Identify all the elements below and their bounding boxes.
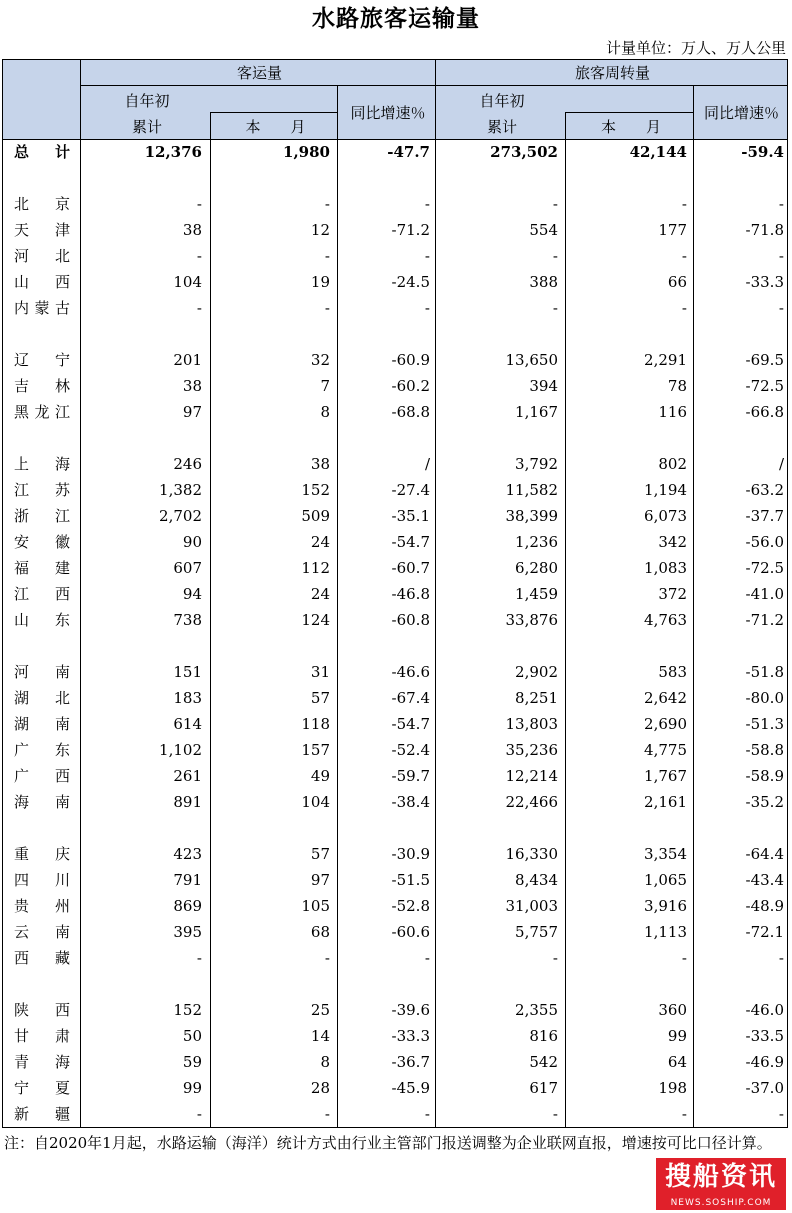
cell-volume-month: 57 (310, 689, 330, 707)
table-row (0, 1023, 792, 1049)
row-name: 安徽 (14, 533, 70, 551)
table-row (0, 685, 792, 711)
cell-volume-ytd: 423 (173, 845, 202, 863)
table-row (0, 295, 792, 321)
cell-turnover-month: 2,161 (644, 793, 687, 811)
cell-turnover-month: - (681, 195, 687, 213)
cell-turnover-ytd: 1,236 (515, 533, 558, 551)
header-month-divider-2 (565, 112, 693, 113)
table-row (0, 945, 792, 971)
cell-volume-yoy: -60.9 (391, 351, 430, 369)
cell-turnover-yoy: -59.4 (741, 143, 784, 161)
cell-turnover-month: 2,690 (644, 715, 687, 733)
row-name: 广东 (14, 741, 70, 759)
cell-turnover-ytd: 3,792 (515, 455, 558, 473)
table-row (0, 399, 792, 425)
cell-volume-ytd: - (196, 949, 202, 967)
cell-volume-yoy: -60.7 (391, 559, 430, 577)
cell-turnover-month: - (681, 1105, 687, 1123)
cell-volume-ytd: 38 (182, 377, 202, 395)
cell-turnover-month: - (681, 299, 687, 317)
table-row (0, 737, 792, 763)
row-name: 广西 (14, 767, 70, 785)
cell-volume-ytd: 201 (173, 351, 202, 369)
row-name: 四川 (14, 871, 70, 889)
table-row (0, 607, 792, 633)
row-name: 湖南 (14, 715, 70, 733)
table-row (0, 503, 792, 529)
cell-turnover-month: 583 (658, 663, 687, 681)
table-row (0, 373, 792, 399)
page-title: 水路旅客运输量 (312, 5, 480, 32)
table-row (0, 191, 792, 217)
cell-turnover-yoy: -72.5 (745, 377, 784, 395)
cell-turnover-yoy: -58.8 (745, 741, 784, 759)
cell-turnover-ytd: 12,214 (505, 767, 558, 785)
cell-turnover-yoy: -46.0 (745, 1001, 784, 1019)
cell-volume-month: - (324, 949, 330, 967)
header-month-2: 本 月 (600, 118, 661, 136)
cell-volume-month: - (324, 195, 330, 213)
table-row (0, 347, 792, 373)
cell-volume-ytd: 151 (173, 663, 202, 681)
cell-turnover-yoy: -71.8 (745, 221, 784, 239)
table-row (0, 711, 792, 737)
cell-volume-ytd: 94 (182, 585, 202, 603)
logo-text: 搜船资讯 (656, 1158, 786, 1196)
row-name: 天津 (14, 221, 70, 239)
cell-volume-month: 49 (310, 767, 330, 785)
cell-volume-month: - (324, 1105, 330, 1123)
row-name: 河北 (14, 247, 70, 265)
cell-turnover-yoy: -51.8 (745, 663, 784, 681)
cell-volume-ytd: 152 (173, 1001, 202, 1019)
row-name: 吉林 (14, 377, 70, 395)
table-row (0, 789, 792, 815)
cell-volume-yoy: -33.3 (391, 1027, 430, 1045)
row-name: 甘肃 (14, 1027, 70, 1045)
cell-volume-yoy: -47.7 (387, 143, 430, 161)
cell-volume-month: 28 (310, 1079, 330, 1097)
cell-turnover-yoy: -37.0 (745, 1079, 784, 1097)
cell-volume-ytd: 97 (182, 403, 202, 421)
table-row (0, 659, 792, 685)
row-name: 黑龙江 (14, 403, 70, 421)
cell-volume-month: 124 (301, 611, 330, 629)
cell-turnover-month: 3,354 (644, 845, 687, 863)
cell-volume-yoy: / (424, 455, 430, 473)
cell-turnover-month: 2,642 (644, 689, 687, 707)
cell-turnover-month: 78 (667, 377, 687, 395)
table-row (0, 217, 792, 243)
cell-volume-month: 31 (310, 663, 330, 681)
cell-volume-month: 112 (301, 559, 330, 577)
cell-turnover-yoy: -69.5 (745, 351, 784, 369)
cell-turnover-month: 802 (658, 455, 687, 473)
cell-volume-yoy: -71.2 (391, 221, 430, 239)
cell-volume-yoy: -36.7 (391, 1053, 430, 1071)
cell-volume-month: 12 (310, 221, 330, 239)
cell-turnover-ytd: 554 (529, 221, 558, 239)
logo-subtext: NEWS.SOSHIP.COM (656, 1196, 786, 1210)
cell-turnover-ytd: 1,459 (515, 585, 558, 603)
cell-turnover-yoy: -37.7 (745, 507, 784, 525)
cell-turnover-month: 1,767 (644, 767, 687, 785)
cell-turnover-month: 99 (667, 1027, 687, 1045)
header-yoy-1: 同比增速％ (350, 104, 426, 122)
header-group-passenger-turnover: 旅客周转量 (574, 64, 650, 82)
cell-turnover-ytd: 13,650 (505, 351, 558, 369)
table-row (0, 529, 792, 555)
table-row (0, 1049, 792, 1075)
header-group-divider (80, 85, 788, 86)
cell-volume-month: 8 (320, 403, 330, 421)
cell-turnover-month: 177 (658, 221, 687, 239)
table-row (0, 581, 792, 607)
row-name: 福建 (14, 559, 70, 577)
cell-turnover-ytd: 617 (529, 1079, 558, 1097)
row-name: 北京 (14, 195, 70, 213)
cell-volume-ytd: - (196, 247, 202, 265)
cell-turnover-ytd: - (552, 949, 558, 967)
row-name: 江苏 (14, 481, 70, 499)
cell-turnover-ytd: 8,434 (515, 871, 558, 889)
cell-turnover-ytd: 38,399 (505, 507, 558, 525)
cell-turnover-month: 1,194 (644, 481, 687, 499)
row-name: 青海 (14, 1053, 70, 1071)
cell-turnover-ytd: 2,355 (515, 1001, 558, 1019)
cell-volume-month: 7 (320, 377, 330, 395)
cell-turnover-month: 4,775 (644, 741, 687, 759)
header-month-divider-1 (210, 112, 337, 113)
cell-volume-ytd: 1,102 (159, 741, 202, 759)
table-row (0, 243, 792, 269)
cell-turnover-month: 342 (658, 533, 687, 551)
cell-volume-ytd: 246 (173, 455, 202, 473)
cell-turnover-ytd: 13,803 (505, 715, 558, 733)
row-name: 浙江 (14, 507, 70, 525)
cell-turnover-ytd: - (552, 299, 558, 317)
cell-turnover-yoy: -33.3 (745, 273, 784, 291)
cell-turnover-month: 6,073 (644, 507, 687, 525)
cell-volume-ytd: 2,702 (159, 507, 202, 525)
cell-turnover-ytd: - (552, 1105, 558, 1123)
cell-volume-yoy: - (424, 247, 430, 265)
cell-turnover-ytd: 16,330 (505, 845, 558, 863)
cell-volume-yoy: -67.4 (391, 689, 430, 707)
cell-volume-month: 68 (310, 923, 330, 941)
cell-turnover-ytd: 388 (529, 273, 558, 291)
header-yoy-2: 同比增速％ (703, 104, 779, 122)
header-group-passenger-volume: 客运量 (236, 64, 282, 82)
cell-volume-ytd: 261 (173, 767, 202, 785)
cell-turnover-yoy: -43.4 (745, 871, 784, 889)
cell-turnover-yoy: -48.9 (745, 897, 784, 915)
cell-volume-yoy: -30.9 (391, 845, 430, 863)
cell-turnover-ytd: 2,902 (515, 663, 558, 681)
cell-turnover-ytd: 816 (529, 1027, 558, 1045)
row-name: 海南 (14, 793, 70, 811)
cell-turnover-month: 42,144 (629, 143, 687, 161)
cell-volume-month: 38 (310, 455, 330, 473)
cell-turnover-yoy: -51.3 (745, 715, 784, 733)
row-name: 湖北 (14, 689, 70, 707)
cell-turnover-ytd: - (552, 247, 558, 265)
cell-volume-month: 1,980 (283, 143, 330, 161)
cell-turnover-yoy: - (778, 195, 784, 213)
cell-turnover-yoy: -35.2 (745, 793, 784, 811)
cell-turnover-month: 64 (667, 1053, 687, 1071)
cell-turnover-yoy: -46.9 (745, 1053, 784, 1071)
cell-volume-yoy: - (424, 1105, 430, 1123)
cell-turnover-yoy: -71.2 (745, 611, 784, 629)
row-name: 辽宁 (14, 351, 70, 369)
row-name: 江西 (14, 585, 70, 603)
cell-volume-yoy: -45.9 (391, 1079, 430, 1097)
row-name: 贵州 (14, 897, 70, 915)
cell-volume-ytd: 791 (173, 871, 202, 889)
cell-turnover-ytd: 1,167 (515, 403, 558, 421)
cell-turnover-yoy: -58.9 (745, 767, 784, 785)
cell-turnover-ytd: 31,003 (505, 897, 558, 915)
cell-volume-month: 118 (301, 715, 330, 733)
table-row (0, 919, 792, 945)
row-name: 云南 (14, 923, 70, 941)
cell-turnover-ytd: 6,280 (515, 559, 558, 577)
cell-turnover-ytd: 5,757 (515, 923, 558, 941)
header-top-border (2, 59, 788, 60)
cell-turnover-yoy: -80.0 (745, 689, 784, 707)
cell-volume-yoy: -52.8 (391, 897, 430, 915)
cell-volume-month: 24 (310, 585, 330, 603)
table-row (0, 451, 792, 477)
cell-turnover-yoy: -72.5 (745, 559, 784, 577)
cell-turnover-ytd: 273,502 (490, 143, 558, 161)
cell-volume-yoy: -46.8 (391, 585, 430, 603)
cell-volume-ytd: 607 (173, 559, 202, 577)
footnote: 注：自2020年1月起，水路运输（海洋）统计方式由行业主管部门报送调整为企业联网直报，增速按可比口径计算。 (4, 1134, 772, 1152)
cell-turnover-yoy: -41.0 (745, 585, 784, 603)
cell-volume-yoy: -68.8 (391, 403, 430, 421)
cell-turnover-yoy: -63.2 (745, 481, 784, 499)
header-ytd-bottom-1: 累计 (131, 118, 162, 136)
cell-volume-yoy: -60.6 (391, 923, 430, 941)
table-bottom-border (2, 1127, 788, 1128)
cell-volume-yoy: - (424, 195, 430, 213)
cell-volume-yoy: -59.7 (391, 767, 430, 785)
cell-turnover-month: 1,113 (644, 923, 687, 941)
cell-turnover-yoy: -64.4 (745, 845, 784, 863)
cell-turnover-ytd: 11,582 (505, 481, 558, 499)
cell-turnover-ytd: 33,876 (505, 611, 558, 629)
row-name: 山西 (14, 273, 70, 291)
header-ytd-top-1: 自年初 (124, 92, 170, 110)
table-row (0, 269, 792, 295)
cell-volume-month: 14 (310, 1027, 330, 1045)
cell-turnover-yoy: - (778, 299, 784, 317)
row-name: 陕西 (14, 1001, 70, 1019)
cell-volume-yoy: -52.4 (391, 741, 430, 759)
cell-volume-yoy: -27.4 (391, 481, 430, 499)
cell-turnover-month: - (681, 247, 687, 265)
cell-volume-ytd: 50 (182, 1027, 202, 1045)
cell-turnover-month: 2,291 (644, 351, 687, 369)
cell-volume-yoy: -54.7 (391, 533, 430, 551)
cell-volume-month: 105 (301, 897, 330, 915)
table-row (0, 867, 792, 893)
table-row (0, 763, 792, 789)
table-row (0, 997, 792, 1023)
cell-turnover-ytd: 394 (529, 377, 558, 395)
cell-volume-ytd: 90 (182, 533, 202, 551)
cell-volume-ytd: 891 (173, 793, 202, 811)
cell-volume-ytd: 12,376 (144, 143, 202, 161)
cell-volume-ytd: 104 (173, 273, 202, 291)
cell-volume-ytd: 869 (173, 897, 202, 915)
cell-volume-month: 157 (301, 741, 330, 759)
row-name: 山东 (14, 611, 70, 629)
cell-volume-yoy: -60.8 (391, 611, 430, 629)
cell-turnover-ytd: 8,251 (515, 689, 558, 707)
cell-turnover-yoy: - (778, 949, 784, 967)
cell-volume-month: 8 (320, 1053, 330, 1071)
cell-turnover-ytd: 542 (529, 1053, 558, 1071)
cell-volume-ytd: - (196, 299, 202, 317)
header-month-1: 本 月 (245, 118, 306, 136)
cell-volume-ytd: 99 (182, 1079, 202, 1097)
cell-volume-ytd: 395 (173, 923, 202, 941)
cell-turnover-month: 66 (667, 273, 687, 291)
cell-volume-yoy: -38.4 (391, 793, 430, 811)
table-row (0, 1101, 792, 1127)
cell-volume-month: 19 (310, 273, 330, 291)
cell-volume-month: 152 (301, 481, 330, 499)
cell-volume-month: - (324, 299, 330, 317)
cell-volume-yoy: - (424, 299, 430, 317)
cell-turnover-yoy: -33.5 (745, 1027, 784, 1045)
cell-turnover-month: 1,065 (644, 871, 687, 889)
table-header (2, 60, 788, 139)
cell-volume-yoy: -51.5 (391, 871, 430, 889)
cell-turnover-month: 372 (658, 585, 687, 603)
cell-volume-yoy: -54.7 (391, 715, 430, 733)
table-row (0, 555, 792, 581)
cell-turnover-month: - (681, 949, 687, 967)
cell-volume-month: 25 (310, 1001, 330, 1019)
cell-volume-yoy: -60.2 (391, 377, 430, 395)
table-row-total (0, 139, 792, 165)
cell-volume-yoy: -39.6 (391, 1001, 430, 1019)
cell-volume-month: 97 (310, 871, 330, 889)
cell-volume-yoy: - (424, 949, 430, 967)
cell-turnover-month: 360 (658, 1001, 687, 1019)
table-row (0, 893, 792, 919)
row-name: 河南 (14, 663, 70, 681)
cell-volume-ytd: 38 (182, 221, 202, 239)
cell-volume-ytd: - (196, 1105, 202, 1123)
table-row (0, 841, 792, 867)
header-ytd-bottom-2: 累计 (486, 118, 517, 136)
unit-note: 计量单位：万人、万人公里 (605, 39, 786, 57)
cell-turnover-yoy: - (778, 247, 784, 265)
cell-volume-ytd: 614 (173, 715, 202, 733)
cell-volume-month: - (324, 247, 330, 265)
cell-turnover-yoy: -66.8 (745, 403, 784, 421)
cell-volume-ytd: 738 (173, 611, 202, 629)
table-row (0, 1075, 792, 1101)
cell-volume-ytd: - (196, 195, 202, 213)
cell-turnover-yoy: - (778, 1105, 784, 1123)
cell-volume-month: 509 (301, 507, 330, 525)
cell-volume-month: 104 (301, 793, 330, 811)
cell-turnover-yoy: -56.0 (745, 533, 784, 551)
cell-turnover-yoy: / (778, 455, 784, 473)
cell-volume-ytd: 59 (182, 1053, 202, 1071)
table-row (0, 477, 792, 503)
cell-turnover-month: 3,916 (644, 897, 687, 915)
cell-volume-month: 57 (310, 845, 330, 863)
watermark-logo (656, 1158, 786, 1210)
cell-turnover-yoy: -72.1 (745, 923, 784, 941)
cell-volume-yoy: -35.1 (391, 507, 430, 525)
cell-turnover-ytd: - (552, 195, 558, 213)
cell-volume-yoy: -46.6 (391, 663, 430, 681)
row-name: 新疆 (14, 1105, 70, 1123)
row-name: 上海 (14, 455, 70, 473)
row-name: 宁夏 (14, 1079, 70, 1097)
row-name: 内蒙古 (14, 299, 70, 317)
cell-volume-month: 24 (310, 533, 330, 551)
row-name: 西藏 (14, 949, 70, 967)
row-name: 总 计 (14, 143, 70, 161)
row-name: 重庆 (14, 845, 70, 863)
cell-turnover-month: 1,083 (644, 559, 687, 577)
header-ytd-top-2: 自年初 (479, 92, 525, 110)
cell-turnover-ytd: 35,236 (505, 741, 558, 759)
cell-turnover-month: 198 (658, 1079, 687, 1097)
cell-volume-ytd: 1,382 (159, 481, 202, 499)
cell-turnover-ytd: 22,466 (505, 793, 558, 811)
cell-volume-ytd: 183 (173, 689, 202, 707)
cell-volume-month: 32 (310, 351, 330, 369)
cell-turnover-month: 116 (658, 403, 687, 421)
cell-turnover-month: 4,763 (644, 611, 687, 629)
cell-volume-yoy: -24.5 (391, 273, 430, 291)
